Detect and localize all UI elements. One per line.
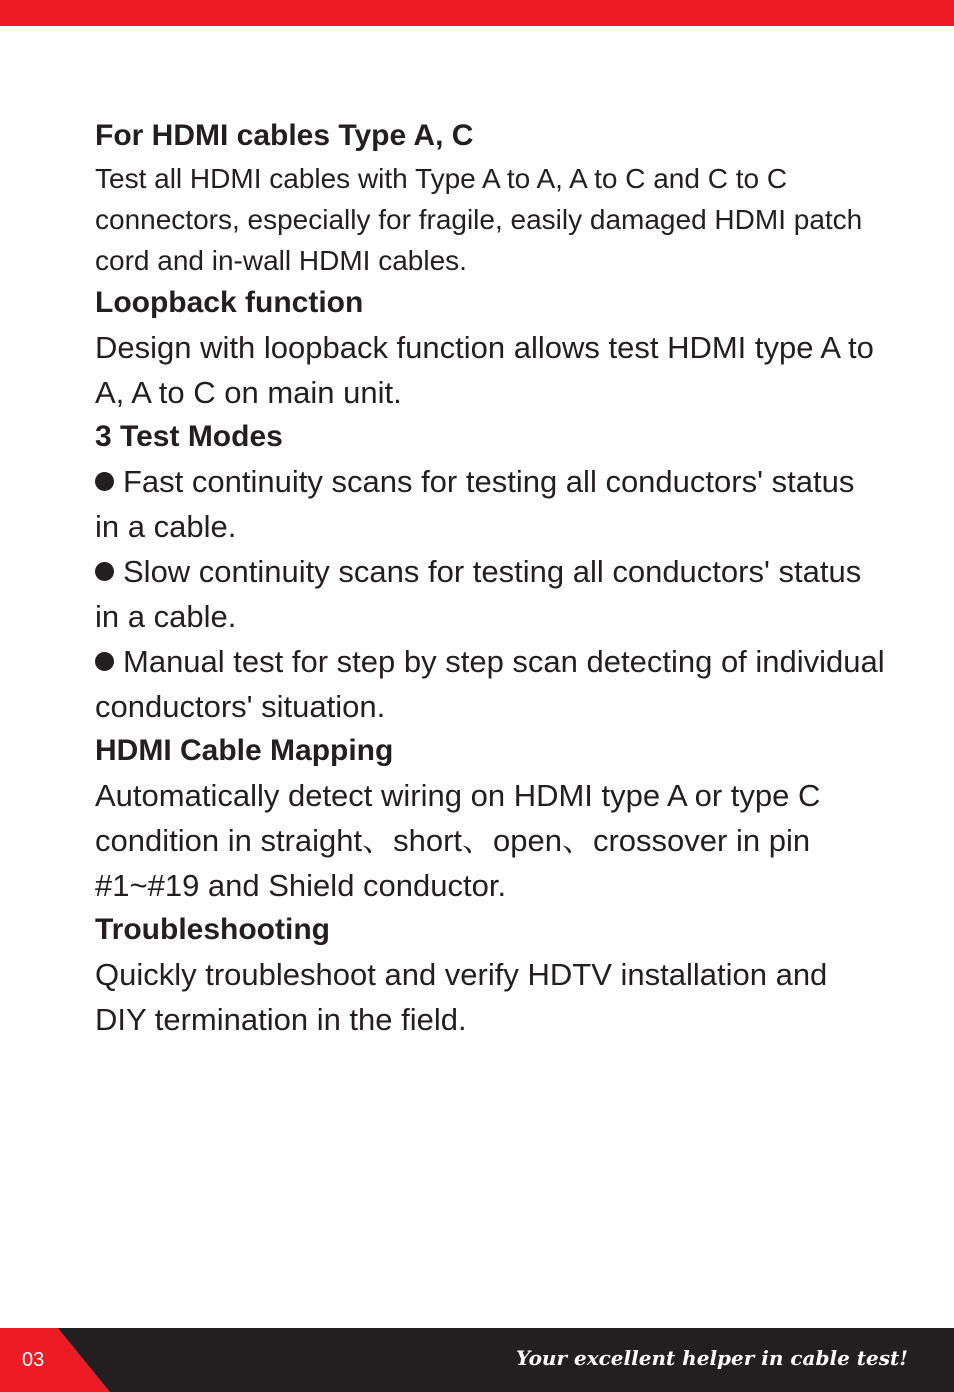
section-troubleshooting — [95, 910, 885, 1042]
list-item — [95, 639, 885, 729]
section-heading: 3 Test Modes — [95, 420, 283, 453]
section-cable-mapping — [95, 731, 885, 908]
section-text: Automatically detect wiring on HDMI type A or type C condition in straight、short、open、crossover in pin #1~#19 and Shield conductor. — [95, 778, 821, 903]
section-text: Test all HDMI cables with Type A to A, A to C and C to C connectors, especially for fragile, easily damaged HDMI patch cord and in-wall HDMI cables. — [95, 163, 863, 276]
section-hdmi-cables — [95, 116, 885, 281]
page-content — [95, 116, 885, 1042]
section-heading: HDMI Cable Mapping — [95, 734, 394, 767]
section-text: Quickly troubleshoot and verify HDTV installation and DIY termination in the field. — [95, 957, 828, 1037]
list-item — [95, 459, 885, 549]
section-heading: Loopback function — [95, 286, 364, 319]
list-item — [95, 549, 885, 639]
bullet-dot-icon — [95, 472, 114, 491]
section-loopback — [95, 283, 885, 415]
page-number: 03 — [22, 1349, 45, 1371]
list-item-text: Fast continuity scans for testing all conductors' status in a cable. — [95, 464, 855, 544]
section-test-modes — [95, 417, 885, 729]
section-heading: Troubleshooting — [95, 913, 330, 946]
bullet-dot-icon — [95, 562, 114, 581]
section-heading: For HDMI cables Type A, C — [95, 119, 474, 152]
footer-tagline: Your excellent helper in cable test! — [516, 1346, 908, 1370]
bullet-dot-icon — [95, 652, 114, 671]
section-text: Design with loopback function allows test HDMI type A to A, A to C on main unit. — [95, 330, 874, 410]
list-item-text: Manual test for step by step scan detecting of individual conductors' situation. — [95, 644, 885, 724]
top-accent-bar — [0, 0, 954, 26]
list-item-text: Slow continuity scans for testing all conductors' status in a cable. — [95, 554, 862, 634]
